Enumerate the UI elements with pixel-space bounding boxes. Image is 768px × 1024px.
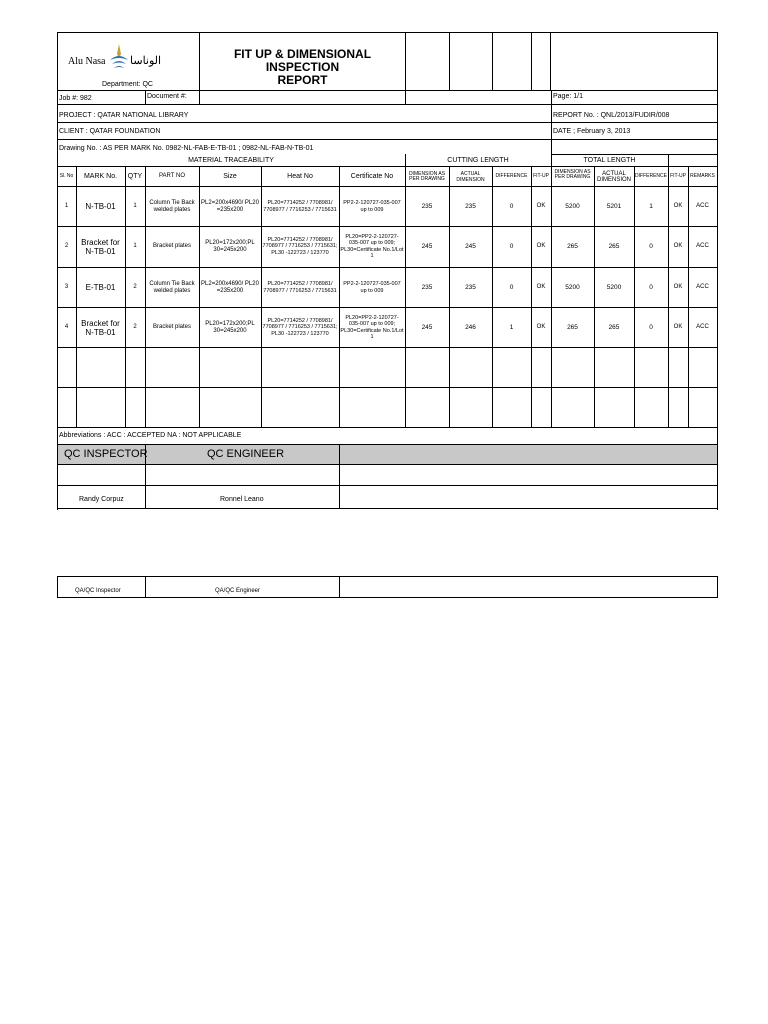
cell-qty: 2 <box>133 284 137 290</box>
col-header-cut-difference: DIFFERENCE <box>495 173 528 179</box>
cell-cut-actual: 245 <box>465 243 476 250</box>
cell-certificate-no: PL20=PP2-2-120727-035-007 up to 009; PL30=Certificate No.1/Lot 1 <box>340 314 404 340</box>
department-label: Department: QC <box>102 81 153 88</box>
cell-heat-no: PL20=7714252 / 7708981/ 7708977 / 7716253 / 7715631 <box>263 200 337 213</box>
col-header-cut-actual-dimension: ACTUAL DIMENSION <box>456 170 485 183</box>
cell-heat-no: PL20=7714252 / 7708981/ 7708977 / 7716253 / 7715631 <box>263 281 337 294</box>
drawing-number: Drawing No. : AS PER MARK No. 0982-NL-FAB-E-TB-01 ; 0982-NL-FAB-N-TB-01 <box>59 145 314 152</box>
cell-cut-dim-drawing: 235 <box>421 203 433 210</box>
page-number: Page: 1/1 <box>553 93 583 100</box>
cell-cut-difference: 1 <box>509 324 514 331</box>
col-header-cut-dimension-drawing: DIMENSION AS PER DRAWING <box>408 170 446 182</box>
report-title-line1: FIT UP & DIMENSIONAL INSPECTION <box>233 47 372 74</box>
company-logo <box>64 40 174 76</box>
cell-sl-no: 1 <box>64 203 69 209</box>
cell-heat-no: PL20=7714252 / 7708981/ 7708977 / 7716253 / 7715631; PL30 -122723 / 123770 <box>262 317 338 337</box>
cell-cut-difference: 0 <box>509 203 514 210</box>
report-title-line2: REPORT <box>277 73 328 87</box>
logo-emblem-icon <box>108 42 130 72</box>
cell-total-fit-up: OK <box>673 324 683 330</box>
report-title <box>200 48 405 87</box>
cell-cut-fit-up: OK <box>536 284 546 290</box>
cell-total-actual: 5201 <box>606 203 622 210</box>
cell-total-fit-up: OK <box>673 284 683 290</box>
cell-certificate-no: PL20=PP2-2-120727-035-007 up to 009; PL30=Certificate No.1/Lot 1 <box>340 233 404 259</box>
cell-cut-difference: 0 <box>509 243 514 250</box>
cell-cut-dim-drawing: 245 <box>421 243 433 250</box>
col-header-sl-no: Sl. No <box>59 173 74 179</box>
cell-cut-actual: 235 <box>465 203 476 210</box>
cell-total-actual: 5200 <box>606 284 622 291</box>
cell-sl-no: 4 <box>64 324 69 330</box>
cell-cut-actual: 246 <box>465 324 476 331</box>
cell-cut-fit-up: OK <box>536 324 546 330</box>
cell-total-actual: 265 <box>608 243 620 250</box>
col-header-mark-no: MARK No. <box>83 173 118 180</box>
qc-engineer-label: QC ENGINEER <box>207 448 285 460</box>
cell-cut-fit-up: OK <box>536 203 546 209</box>
cell-part-no: Bracket plates <box>152 243 192 249</box>
cell-heat-no: PL20=7714252 / 7708981/ 7708977 / 7716253 / 7715631; PL30 -122723 / 123770 <box>262 236 338 256</box>
cell-size: PL20=172x200;PL 30=245x200 <box>205 320 255 334</box>
cell-remarks: ACC <box>696 243 709 249</box>
col-header-cut-fit-up: FIT-UP <box>533 173 549 179</box>
cell-mark-no: N-TB-01 <box>85 202 116 211</box>
cell-part-no: Column Tie Back welded plates <box>149 280 195 294</box>
cell-mark-no: Bracket for N-TB-01 <box>81 318 120 337</box>
cell-remarks: ACC <box>696 284 709 290</box>
cell-total-dim-drawing: 5200 <box>565 203 580 210</box>
client-name: CLIENT : QATAR FOUNDATION <box>59 128 161 135</box>
logo-text-latin: Alu Nasa <box>68 56 106 67</box>
cell-total-difference: 0 <box>649 243 653 250</box>
report-date: DATE ; February 3, 2013 <box>553 128 631 135</box>
footer-qa-engineer: QA/QC Engineer <box>215 588 261 594</box>
job-number: Job #: 982 <box>59 95 92 102</box>
cell-size: PL20=172x200;PL 30=245x200 <box>205 239 255 253</box>
col-header-qty: QTY <box>127 173 143 180</box>
inspector-name: Randy Corpuz <box>79 496 124 503</box>
cell-part-no: Bracket plates <box>152 324 192 330</box>
col-header-heat-no: Heat No <box>287 173 313 180</box>
cell-cut-actual: 235 <box>465 284 476 291</box>
cell-cut-dim-drawing: 235 <box>421 284 433 291</box>
cell-cut-dim-drawing: 245 <box>421 324 433 331</box>
project-name: PROJECT : QATAR NATIONAL LIBRARY <box>59 112 189 119</box>
cell-total-dim-drawing: 265 <box>567 243 578 250</box>
col-header-total-fit-up: FIT-UP <box>670 173 686 179</box>
cell-total-fit-up: OK <box>673 243 683 249</box>
abbreviations-note: Abbreviations : ACC : ACCEPTED NA : NOT APPLICABLE <box>59 432 242 439</box>
logo-text-arabic: الوناسا <box>130 55 162 67</box>
cell-total-difference: 0 <box>649 284 653 291</box>
group-total-length: TOTAL LENGTH <box>583 157 636 164</box>
cell-sl-no: 2 <box>64 243 69 249</box>
cell-certificate-no: PP2-2-120727-035-007 up to 009 <box>343 200 401 213</box>
col-header-certificate-no: Certificate No <box>350 173 394 180</box>
col-header-total-difference: DIFFERENCE <box>635 173 667 179</box>
col-header-total-actual-dimension: ACTUAL DIMENSION <box>596 170 631 183</box>
col-header-part-no: PART NO <box>158 173 185 179</box>
col-header-remarks: REMARKS <box>690 173 715 179</box>
group-material-traceability: MATERIAL TRACEABILITY <box>188 157 274 164</box>
cell-cut-difference: 0 <box>509 284 514 291</box>
cell-qty: 1 <box>133 243 137 249</box>
engineer-name: Ronnel Leano <box>220 496 264 503</box>
cell-mark-no: Bracket for N-TB-01 <box>81 237 120 256</box>
footer-qa-inspector: QA/QC Inspector <box>75 588 121 594</box>
document-number: Document #: <box>147 93 187 100</box>
cell-total-difference: 1 <box>649 203 653 210</box>
cell-total-difference: 0 <box>649 324 653 331</box>
cell-total-fit-up: OK <box>673 203 683 209</box>
report-number: REPORT No. : QNL/2013/FUDIR/008 <box>553 112 670 119</box>
col-header-total-dimension-drawing: DIMENSION AS PER DRAWING <box>554 169 591 180</box>
cell-qty: 2 <box>133 324 137 330</box>
qc-inspector-label: QC INSPECTOR <box>64 448 148 460</box>
cell-size: PL2=200x4690/ PL20 =235x200 <box>201 280 259 294</box>
cell-sl-no: 3 <box>64 284 69 290</box>
cell-total-dim-drawing: 265 <box>567 324 578 331</box>
group-cutting-length: CUTTING LENGTH <box>447 157 509 164</box>
cell-mark-no: E-TB-01 <box>85 283 116 292</box>
cell-qty: 1 <box>133 203 137 209</box>
col-header-size: Size <box>223 173 237 180</box>
cell-remarks: ACC <box>696 203 709 209</box>
cell-remarks: ACC <box>696 324 709 330</box>
cell-part-no: Column Tie Back welded plates <box>149 199 195 213</box>
cell-certificate-no: PP2-2-120727-035-007 up to 009 <box>343 281 401 294</box>
cell-total-dim-drawing: 5200 <box>565 284 580 291</box>
cell-size: PL2=200x4690/ PL20 =235x200 <box>201 199 259 213</box>
cell-cut-fit-up: OK <box>536 243 546 249</box>
cell-total-actual: 265 <box>608 324 620 331</box>
